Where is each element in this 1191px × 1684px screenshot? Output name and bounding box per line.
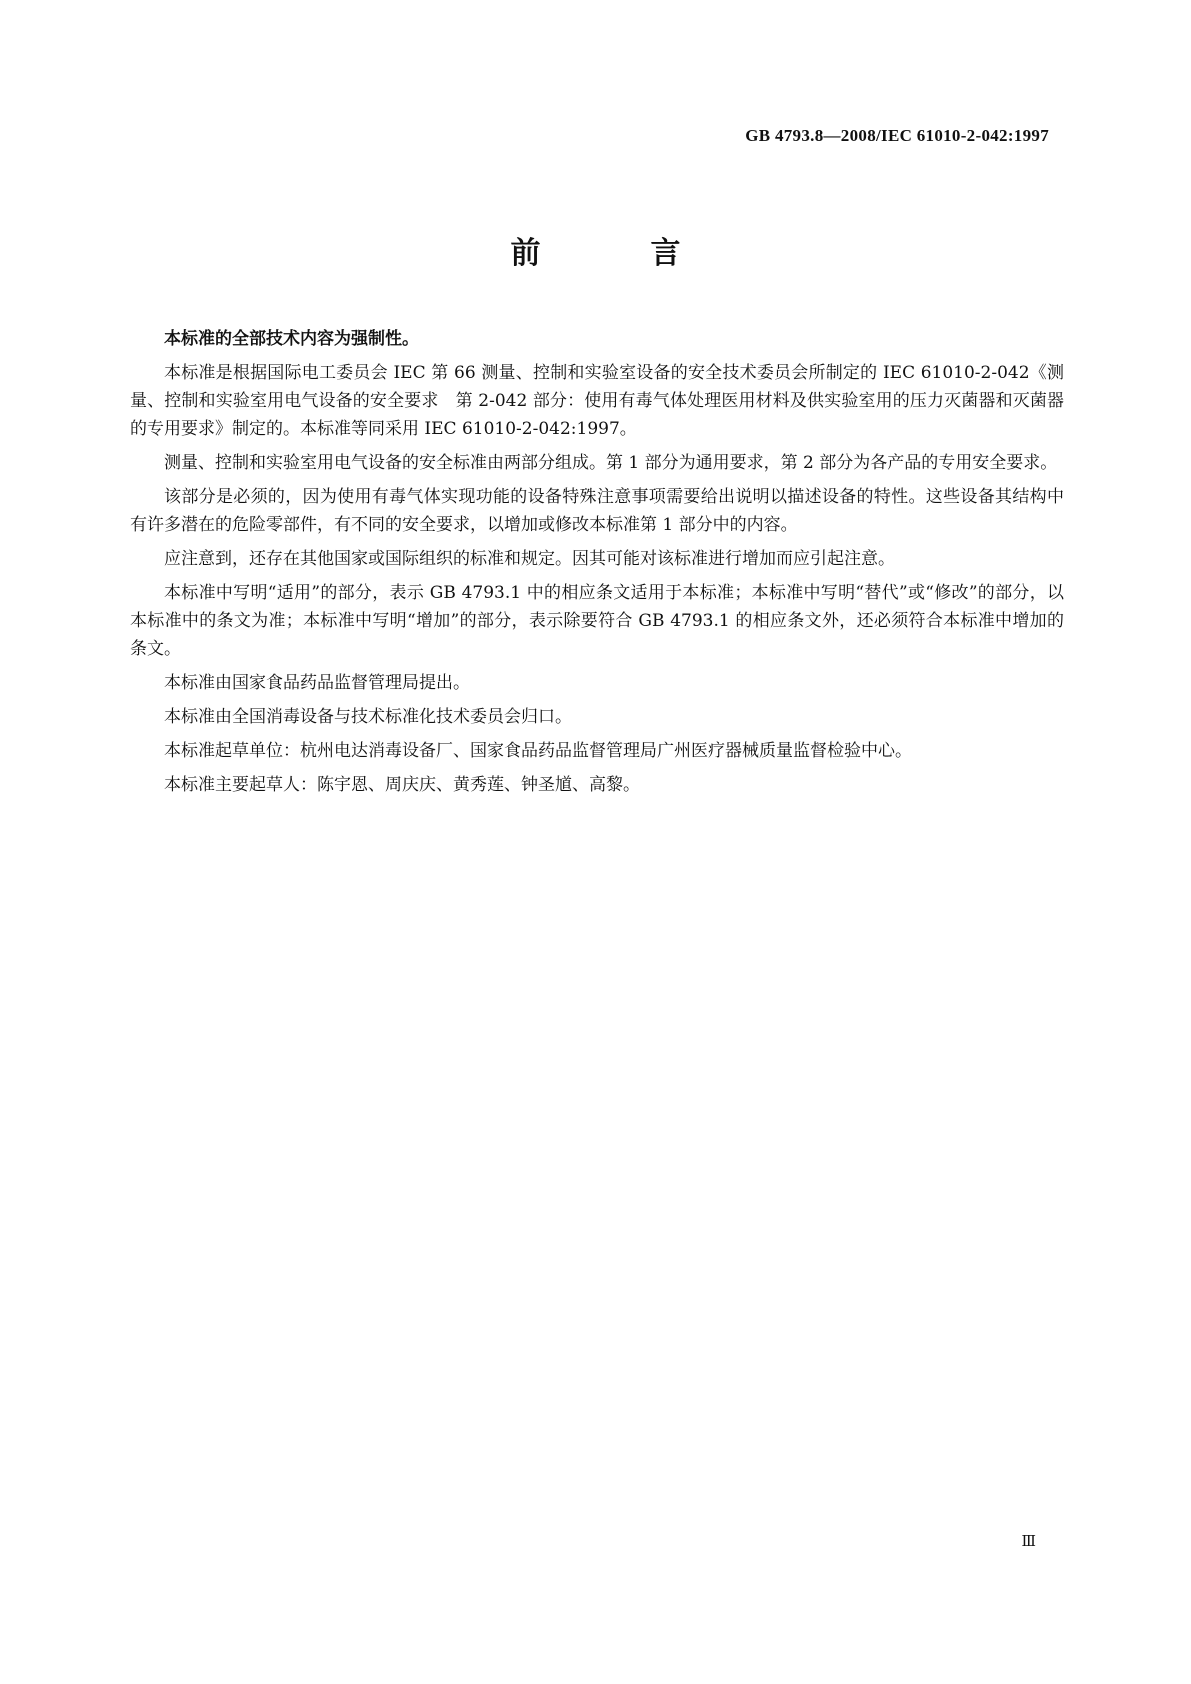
standard-number-header: GB 4793.8—2008/IEC 61010-2-042:1997 [745,126,1049,145]
paragraph-mandatory-statement: 本标准的全部技术内容为强制性。 [164,329,419,349]
paragraph-drafters: 本标准主要起草人：陈宇恩、周庆庆、黄秀莲、钟圣馗、高黎。 [164,775,640,795]
paragraph-structure: 测量、控制和实验室用电气设备的安全标准由两部分组成。第 1 部分为通用要求，第 2 部分为各产品的专用安全要求。 [164,453,1058,473]
paragraph-proposed-by: 本标准由国家食品药品监督管理局提出。 [164,673,470,693]
page-number: Ⅲ [1021,1534,1036,1550]
paragraph-other-standards: 应注意到，还存在其他国家或国际组织的标准和规定。因其可能对该标准进行增加而应引起注意。 [164,549,895,569]
paragraph-clause-conventions: 本标准中写明“适用”的部分，表示 GB 4793.1 中的相应条文适用于本标准；本标准中写明“替代”或“修改”的部分，以本标准中的条文为准；本标准中写明“增加”的部分，表示除要符合 GB 4793.1 的相应条文外，还必须符合本标准中增加的条文。 [130,583,1064,659]
paragraph-under-jurisdiction: 本标准由全国消毒设备与技术标准化技术委员会归口。 [164,707,572,727]
paragraph-origin: 本标准是根据国际电工委员会 IEC 第 66 测量、控制和实验室设备的安全技术委员会所制定的 IEC 61010-2-042《测量、控制和实验室用电气设备的安全要求 第 2-042 部分：使用有毒气体处理医用材料及供实验室用的压力灭菌器和灭菌器的专用要求》制定的。本标准等同采用 IEC 61010-2-042:1997。 [130,363,1064,439]
foreword-body [130,325,1064,805]
page-title: 前 言 [510,236,721,271]
paragraph-drafting-units: 本标准起草单位：杭州电达消毒设备厂、国家食品药品监督管理局广州医疗器械质量监督检验中心。 [164,741,912,761]
paragraph-necessity: 该部分是必须的，因为使用有毒气体实现功能的设备特殊注意事项需要给出说明以描述设备的特性。这些设备其结构中有许多潜在的危险零部件，有不同的安全要求，以增加或修改本标准第 1 部分中的内容。 [130,487,1064,535]
